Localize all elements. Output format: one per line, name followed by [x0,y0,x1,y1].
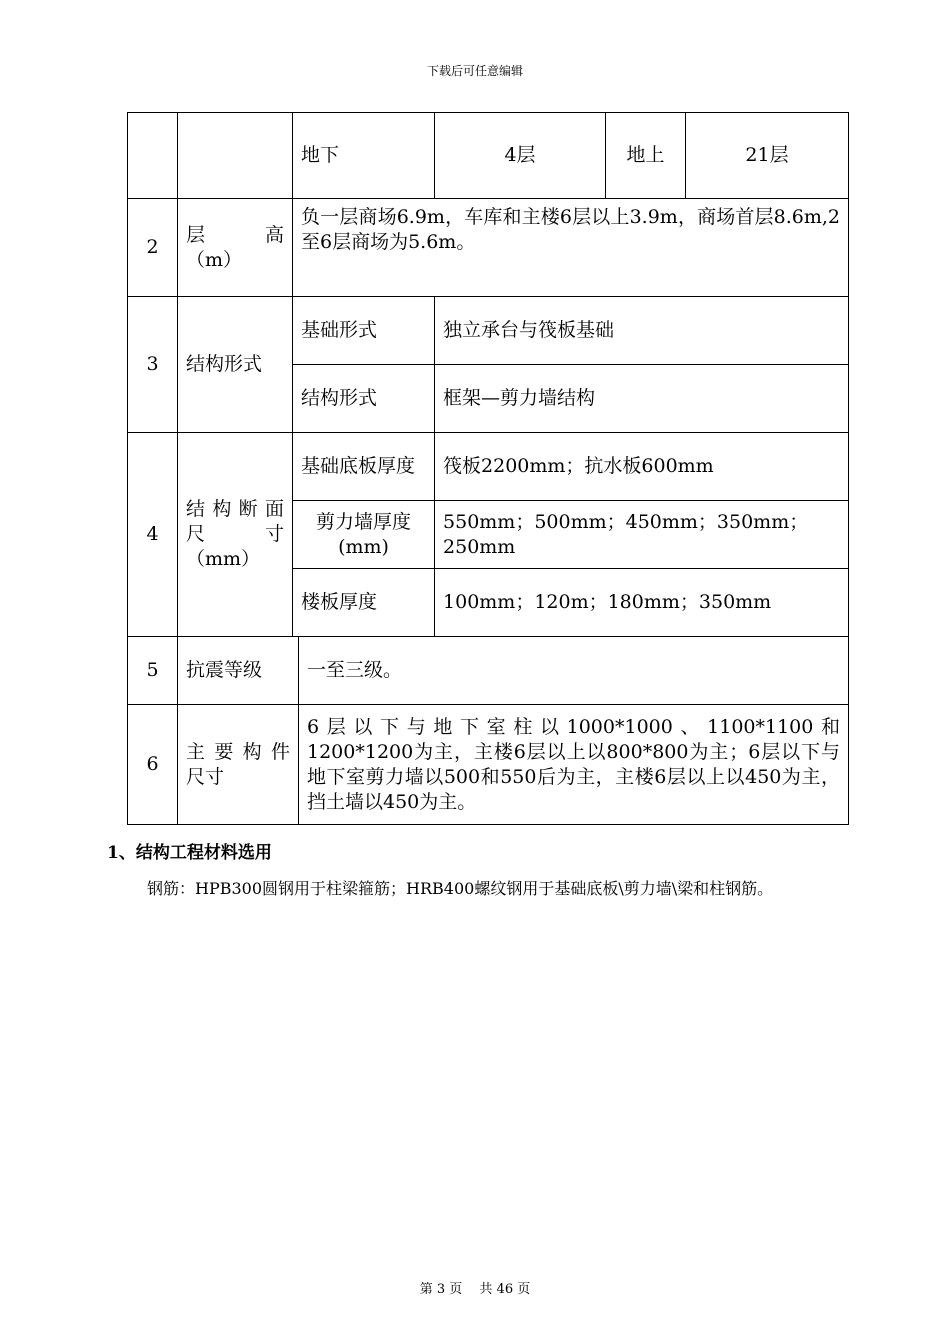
table-row [128,297,849,365]
aboveground-floors: 21层 [686,113,849,199]
main-member-size-value: 6层以下与地下室柱以1000*1000、1100*1100和1200*1200为主，主楼6层以上以800*800为主；6层以下与地下室剪力墙以500和550后为主，主楼6层以上以450为主，挡土墙以450为主。 [299,705,849,825]
row-number: 6 [128,705,178,825]
table-row [128,113,849,199]
foundation-form-label: 基础形式 [293,297,435,365]
label-unit: （m） [186,248,243,271]
table-row [128,199,849,297]
row-label-cell [178,113,293,199]
page-footer: 第 3 页 共 46 页 [419,1282,531,1297]
table-row [128,433,849,501]
section-size-label [178,433,293,637]
label-line: 主要构件 [186,740,290,763]
seismic-grade-label: 抗震等级 [178,637,299,705]
label-line: 层 高 [186,223,284,246]
label-unit: (mm) [338,535,389,558]
row-number: 5 [128,637,178,705]
floor-height-value: 负一层商场6.9m，车库和主楼6层以上3.9m，商场首层8.6m,2至6层商场为5.6m。 [293,199,849,297]
label-line: 尺 寸 [186,523,284,545]
main-member-size-label [178,705,299,825]
structure-form-sublabel: 结构形式 [293,365,435,433]
label-line: 结构断面 [186,498,284,520]
row-number: 4 [128,433,178,637]
floor-height-label [178,199,293,297]
table-row [128,705,849,825]
row-number: 3 [128,297,178,433]
section-heading: 1、结构工程材料选用 [107,843,272,863]
label-line: 剪力墙厚度 [316,510,412,533]
shear-wall-thickness-label [293,501,435,569]
underground-floors: 4层 [435,113,606,199]
structure-spec-table [127,112,849,825]
foundation-form-value: 独立承台与筏板基础 [435,297,849,365]
label-unit: （mm） [186,548,261,570]
seismic-grade-value: 一至三级。 [299,637,849,705]
base-slab-thickness-value: 筏板2200mm；抗水板600mm [435,433,849,501]
steel-material-paragraph: 钢筋：HPB300圆钢用于柱梁箍筋；HRB400螺纹钢用于基础底板\剪力墙\梁和柱钢筋。 [147,879,774,898]
page-header: 下载后可任意编辑 [426,64,523,78]
structure-form-label: 结构形式 [178,297,293,433]
aboveground-label: 地上 [606,113,686,199]
floor-slab-thickness-value: 100mm；120m；180mm；350mm [435,569,849,637]
shear-wall-thickness-value: 550mm；500mm；450mm；350mm；250mm [435,501,849,569]
structure-form-value: 框架—剪力墙结构 [435,365,849,433]
row-number: 2 [128,199,178,297]
base-slab-thickness-label: 基础底板厚度 [293,433,435,501]
table-row [128,637,849,705]
floor-slab-thickness-label: 楼板厚度 [293,569,435,637]
row-number-cell [128,113,178,199]
label-line: 尺寸 [186,765,225,788]
underground-label: 地下 [293,113,435,199]
